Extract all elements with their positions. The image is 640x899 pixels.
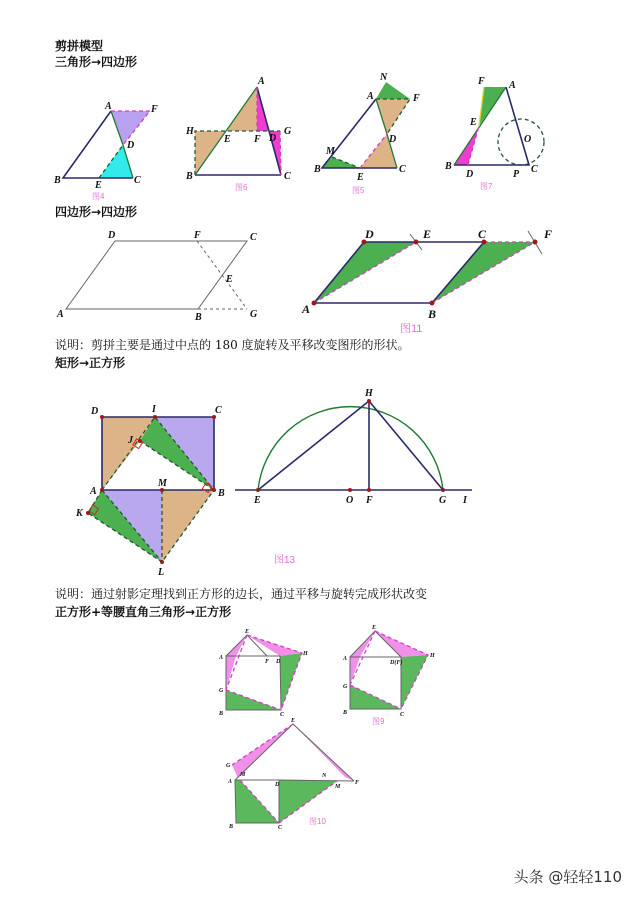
section-heading-quad-to-quad: 四边形→四边形 — [55, 205, 138, 219]
figure-7 — [444, 76, 544, 191]
figure-5 — [313, 72, 420, 195]
point-label: F — [194, 230, 201, 241]
point-label: E — [224, 134, 231, 145]
point-label: A — [90, 486, 97, 497]
point-label: F — [355, 780, 360, 786]
point-label: C — [531, 164, 538, 175]
section-heading-tri-to-quad: 三角形→四边形 — [55, 55, 138, 69]
point-label: D — [276, 659, 281, 665]
point-label: C — [278, 825, 283, 831]
point-label: P — [513, 169, 520, 180]
point-label: G — [226, 763, 231, 769]
point-label: G — [439, 495, 447, 506]
point-label: B — [445, 161, 452, 172]
point-label: A — [258, 76, 265, 87]
point-label: C — [215, 405, 222, 416]
point-label: I — [463, 495, 467, 506]
point-label: M — [158, 478, 167, 489]
point-label: B — [428, 307, 437, 321]
point-label: N — [322, 773, 327, 779]
point-label: C — [400, 712, 405, 718]
point-label: F — [366, 495, 373, 506]
rectangle-square-figure — [75, 404, 225, 578]
point-label: G — [219, 688, 224, 694]
point-label: B — [343, 710, 348, 716]
title-heading: 剪拼模型 — [55, 39, 104, 53]
point-label: C — [478, 227, 487, 241]
point-label: D — [365, 227, 374, 241]
point-label: C — [284, 171, 291, 182]
point-label: O — [524, 134, 532, 145]
point-label: F — [544, 227, 553, 241]
point-label: C — [250, 232, 257, 243]
figure-caption: 图9 — [372, 717, 385, 726]
point-label: A — [105, 101, 112, 112]
point-label: M — [240, 772, 246, 778]
point-label: D — [108, 230, 116, 241]
point-label: N — [380, 72, 388, 83]
point-label: B — [219, 711, 224, 717]
figure-caption: 图11 — [400, 323, 423, 335]
point-label: A — [228, 779, 233, 785]
point-label: F — [413, 93, 420, 104]
figure-13 — [235, 388, 472, 566]
point-label: O — [346, 495, 354, 506]
point-label: A — [57, 309, 64, 320]
point-label: F — [151, 104, 158, 115]
figure-caption: 图6 — [235, 183, 248, 192]
figure-8 — [218, 629, 308, 718]
point-label: A — [509, 80, 516, 91]
point-label: E — [470, 117, 477, 128]
point-label: H — [430, 653, 435, 659]
point-label: I — [152, 404, 156, 415]
point-label: M — [335, 784, 341, 790]
figure-4 — [53, 101, 158, 201]
point-label: H — [186, 126, 194, 137]
point-label: L — [158, 567, 165, 578]
figure-9 — [342, 625, 435, 726]
point-label: B — [54, 175, 61, 186]
figure-caption: 图5 — [352, 186, 365, 195]
figure-caption: 图4 — [92, 192, 105, 201]
point-label: C — [280, 712, 285, 718]
point-label: D — [127, 140, 135, 151]
point-label: A — [302, 302, 311, 316]
point-label: H — [365, 388, 373, 399]
point-label: D — [389, 134, 397, 145]
point-label: D — [269, 133, 277, 144]
figure-6 — [185, 76, 292, 192]
point-label: D — [466, 169, 474, 180]
point-label: K — [76, 508, 83, 519]
point-label: G — [343, 684, 348, 690]
point-label: E — [372, 625, 377, 631]
point-label: A — [367, 91, 374, 102]
point-label: H — [303, 651, 308, 657]
point-label: J — [128, 435, 133, 446]
point-label: D — [91, 406, 99, 417]
point-label: B — [314, 164, 321, 175]
point-label: F — [265, 659, 270, 665]
point-label: B — [229, 824, 234, 830]
watermark: 头条 @轻轻110 — [513, 868, 622, 886]
figure-10 — [226, 718, 359, 831]
point-label: G — [284, 126, 292, 137]
section-heading-square-tri: 正方形+等腰直角三角形→正方形 — [55, 605, 232, 619]
note-2: 说明：通过射影定理找到正方形的边长，通过平移与旋转完成形状改变 — [55, 587, 428, 601]
point-label: E — [254, 495, 261, 506]
point-label: E — [291, 718, 296, 724]
point-label: G — [250, 309, 258, 320]
figure-caption: 图10 — [309, 817, 326, 826]
point-label: E — [245, 629, 250, 635]
point-label: F — [254, 134, 261, 145]
point-label: B — [195, 312, 202, 323]
point-label: B — [218, 488, 225, 499]
figure-caption: 图13 — [274, 555, 296, 566]
point-label: E — [226, 274, 233, 285]
point-label: D — [275, 782, 280, 788]
section-heading-rect-to-square: 矩形→正方形 — [55, 356, 126, 370]
point-label: B — [186, 171, 193, 182]
note-1: 说明：剪拼主要是通过中点的 180 度旋转及平移改变图形的形状。 — [55, 338, 410, 352]
point-label: C — [399, 164, 406, 175]
point-label: D(F) — [390, 660, 403, 666]
point-label: M — [326, 146, 335, 157]
point-label: A — [343, 656, 348, 662]
point-label: C — [134, 175, 141, 186]
point-label: E — [423, 227, 432, 241]
point-label: E — [95, 180, 102, 191]
point-label: A — [219, 655, 224, 661]
figure-11 — [301, 227, 552, 335]
parallelogram-figure — [56, 230, 258, 323]
figure-caption: 图7 — [480, 182, 493, 191]
point-label: F — [478, 76, 485, 87]
point-label: E — [357, 172, 364, 183]
